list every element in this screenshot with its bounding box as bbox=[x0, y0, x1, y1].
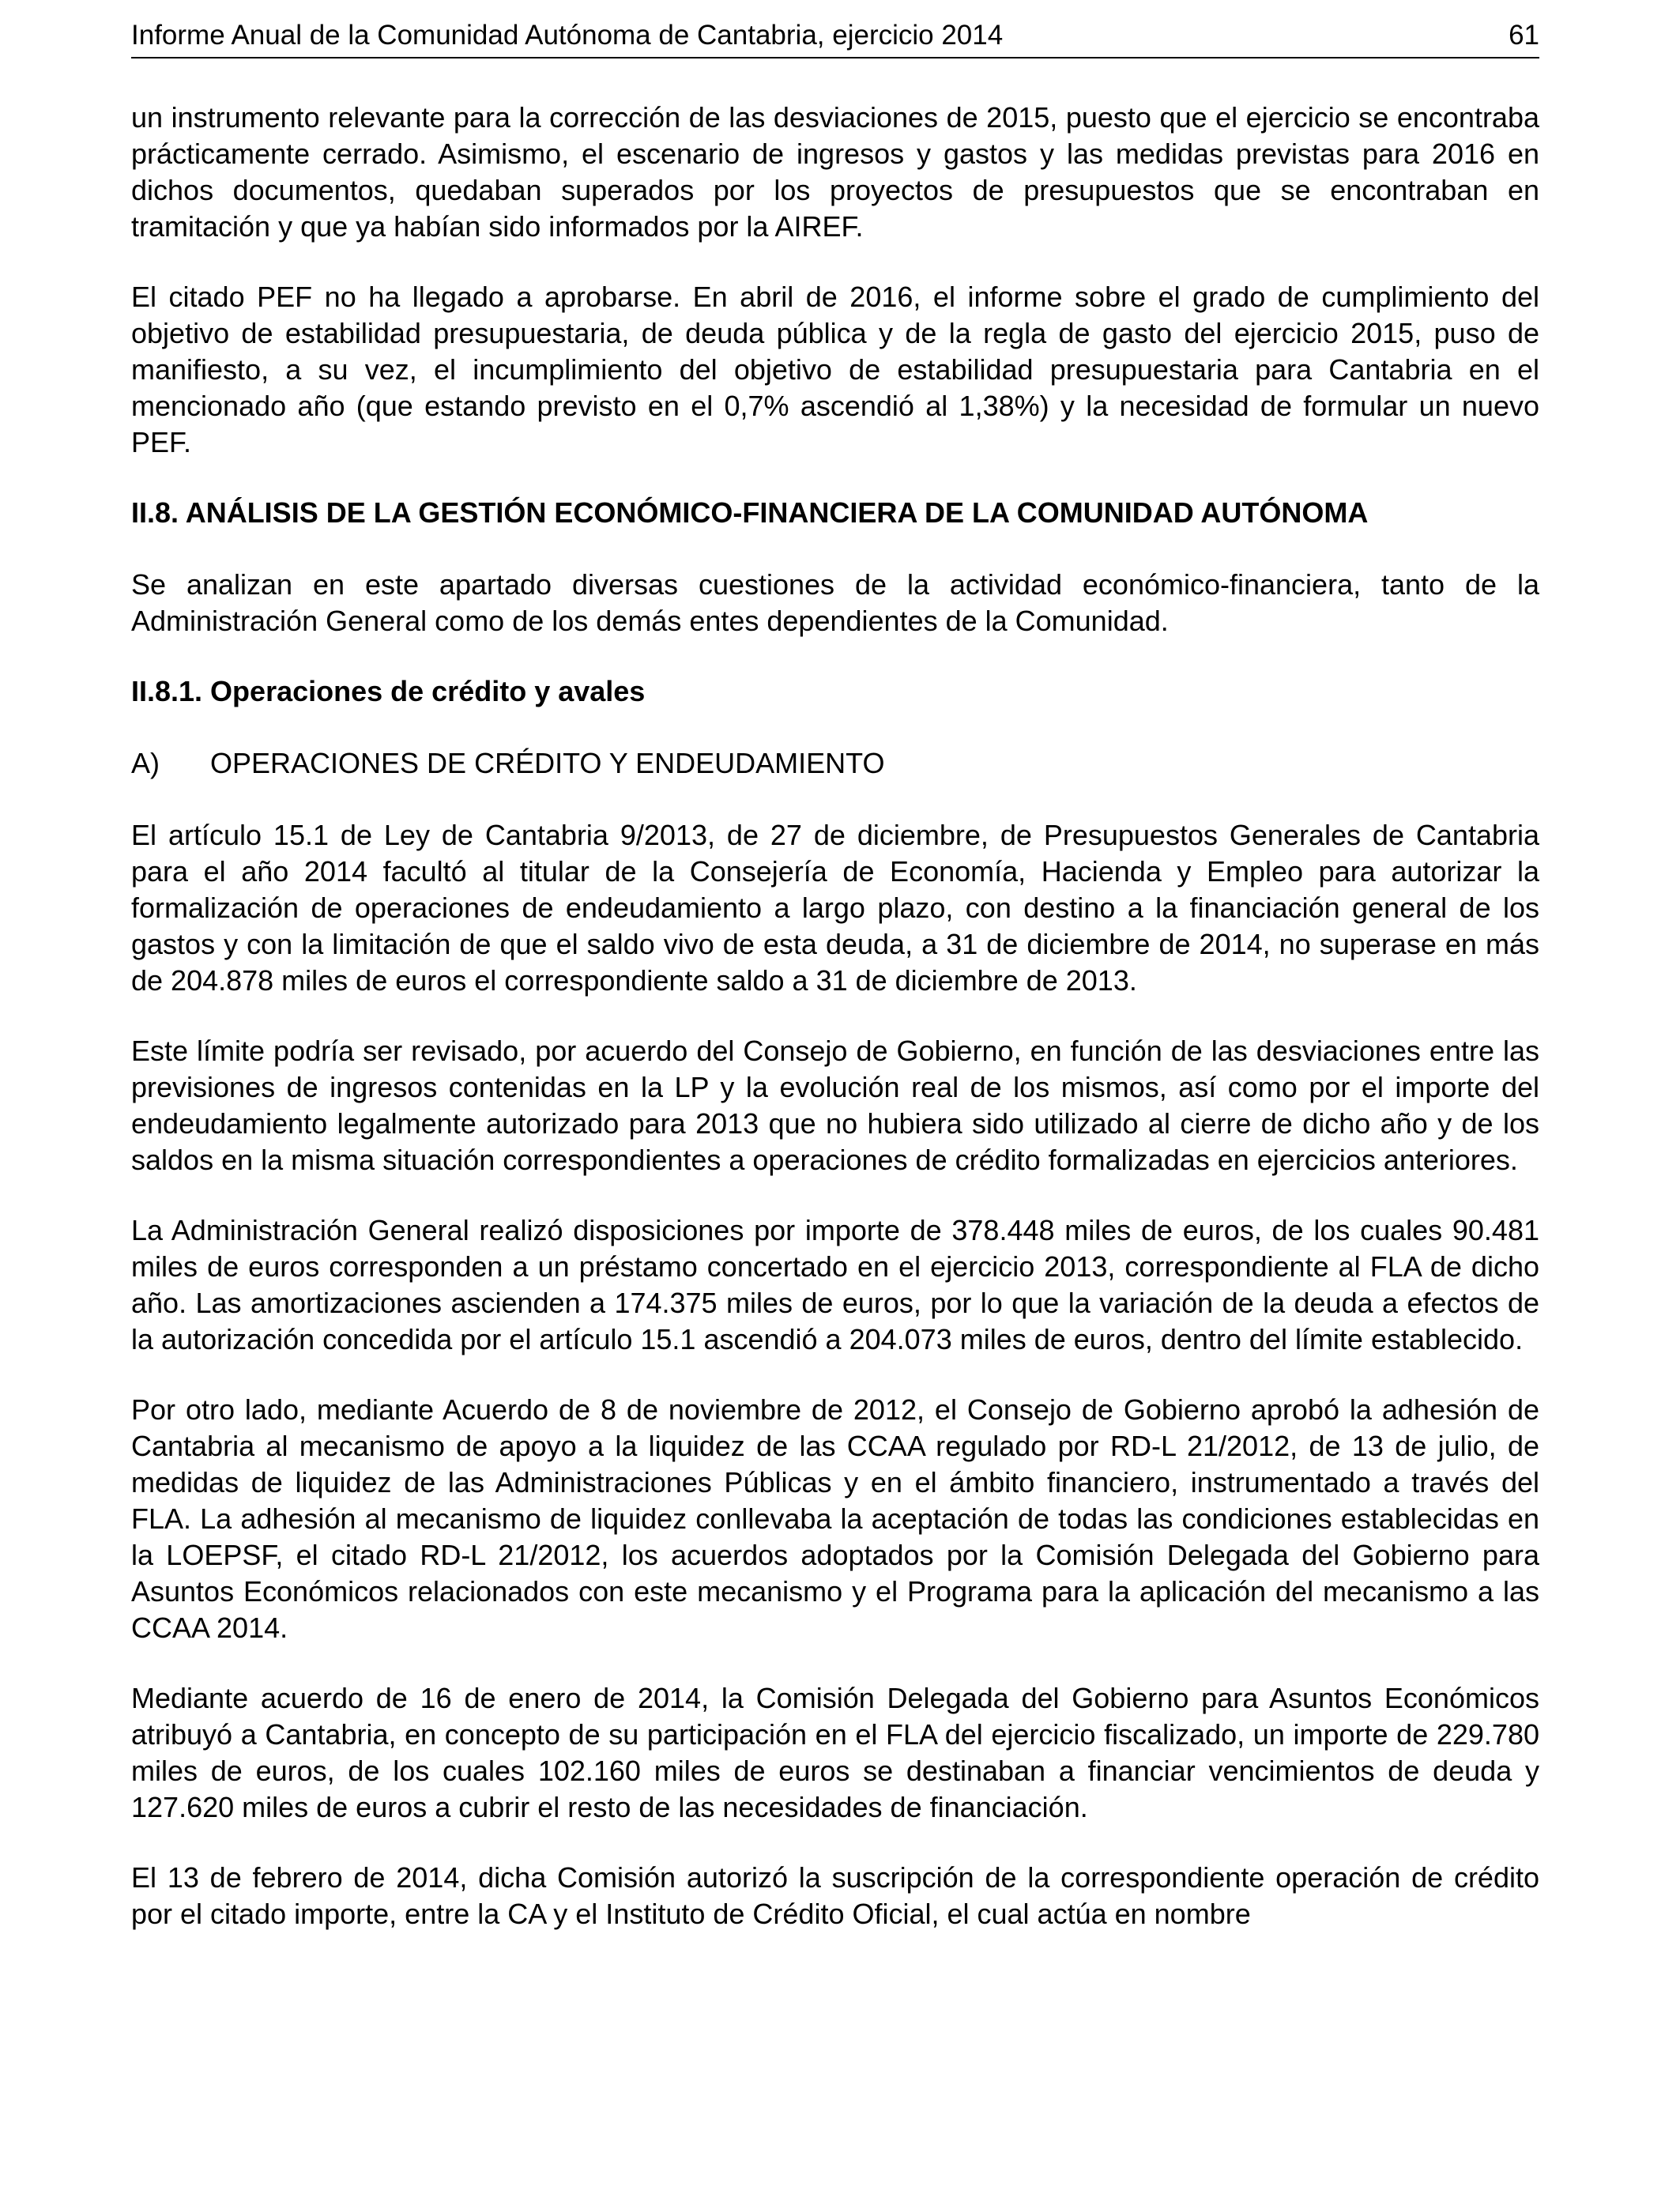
page-number: 61 bbox=[1509, 20, 1539, 51]
document-body bbox=[131, 100, 1539, 1966]
paragraph-1: un instrumento relevante para la corrección de las desviaciones de 2015, puesto que el ejercicio se encontraba prácticamente cerrado. Asimismo, el escenario de ingresos y gastos y las medidas previstas para 2016 en dichos documentos, quedaban superados por los proyectos de presupuestos que se encontraban en tramitación y que ya habían sido informados por la AIREF. bbox=[131, 101, 1539, 243]
section-heading: II.8. ANÁLISIS DE LA GESTIÓN ECONÓMICO-FINANCIERA DE LA COMUNIDAD AUTÓNOMA bbox=[131, 496, 1369, 529]
paragraph-8: Mediante acuerdo de 16 de enero de 2014, la Comisión Delegada del Gobierno para Asuntos Económicos atribuyó a Cantabria, en concepto de su participación en el FLA del ejercicio fiscalizado, un importe de 229.780 miles de euros, de los cuales 102.160 miles de euros se destinaban a financiar vencimientos de deuda y 127.620 miles de euros a cubrir el resto de las necesidades de financiación. bbox=[131, 1682, 1539, 1823]
header-title: Informe Anual de la Comunidad Autónoma de Cantabria, ejercicio 2014 bbox=[131, 20, 1004, 51]
document-page bbox=[131, 0, 1539, 2194]
paragraph-4: El artículo 15.1 de Ley de Cantabria 9/2013, de 27 de diciembre, de Presupuestos Generales de Cantabria para el año 2014 facultó al titular de la Consejería de Economía, Hacienda y Empleo para autorizar la formalización de operaciones de endeudamiento a largo plazo, con destino a la financiación general de los gastos y con la limitación de que el saldo vivo de esta deuda, a 31 de diciembre de 2014, no superase en más de 204.878 miles de euros el correspondiente saldo a 31 de diciembre de 2013. bbox=[131, 819, 1539, 997]
paragraph-3: Se analizan en este apartado diversas cuestiones de la actividad económico-financiera, tanto de la Administración General como de los demás entes dependientes de la Comunidad. bbox=[131, 568, 1539, 637]
paragraph-7: Por otro lado, mediante Acuerdo de 8 de noviembre de 2012, el Consejo de Gobierno aprobó la adhesión de Cantabria al mecanismo de apoyo a la liquidez de las CCAA regulado por RD-L 21/2012, de 13 de julio, de medidas de liquidez de las Administraciones Públicas y en el ámbito financiero, instrumentado a través del FLA. La adhesión al mecanismo de liquidez conllevaba la aceptación de todas las condiciones establecidas en la LOEPSF, el citado RD-L 21/2012, los acuerdos adoptados por la Comisión Delegada del Gobierno para Asuntos Económicos relacionados con este mecanismo y el Programa para la aplicación del mecanismo a las CCAA 2014. bbox=[131, 1393, 1539, 1644]
subsection-heading: II.8.1. Operaciones de crédito y avales bbox=[131, 675, 646, 707]
subheading-marker: A) bbox=[131, 747, 160, 779]
paragraph-6: La Administración General realizó disposiciones por importe de 378.448 miles de euros, de los cuales 90.481 miles de euros corresponden a un préstamo concertado en el ejercicio 2013, correspondiente al FLA de dicho año. Las amortizaciones ascienden a 174.375 miles de euros, por lo que la variación de la deuda a efectos de la autorización concedida por el artículo 15.1 ascendió a 204.073 miles de euros, dentro del límite establecido. bbox=[131, 1214, 1539, 1355]
running-header bbox=[131, 17, 1539, 58]
paragraph-2: El citado PEF no ha llegado a aprobarse. En abril de 2016, el informe sobre el grado de cumplimiento del objetivo de estabilidad presupuestaria, de deuda pública y de la regla de gasto del ejercicio 2015, puso de manifiesto, a su vez, el incumplimiento del objetivo de estabilidad presupuestaria para Cantabria en el mencionado año (que estando previsto en el 0,7% ascendió al 1,38%) y la necesidad de formular un nuevo PEF. bbox=[131, 281, 1539, 458]
paragraph-5: Este límite podría ser revisado, por acuerdo del Consejo de Gobierno, en función de las desviaciones entre las previsiones de ingresos contenidas en la LP y la evolución real de los mismos, así como por el importe del endeudamiento legalmente autorizado para 2013 que no hubiera sido utilizado al cierre de dicho año y de los saldos en la misma situación correspondientes a operaciones de crédito formalizadas en ejercicios anteriores. bbox=[131, 1035, 1539, 1176]
paragraph-9: El 13 de febrero de 2014, dicha Comisión autorizó la suscripción de la correspondiente operación de crédito por el citado importe, entre la CA y el Instituto de Crédito Oficial, el cual actúa en nombre bbox=[131, 1861, 1539, 1930]
subheading bbox=[131, 745, 1539, 782]
subheading-text: OPERACIONES DE CRÉDITO Y ENDEUDAMIENTO bbox=[210, 747, 885, 779]
